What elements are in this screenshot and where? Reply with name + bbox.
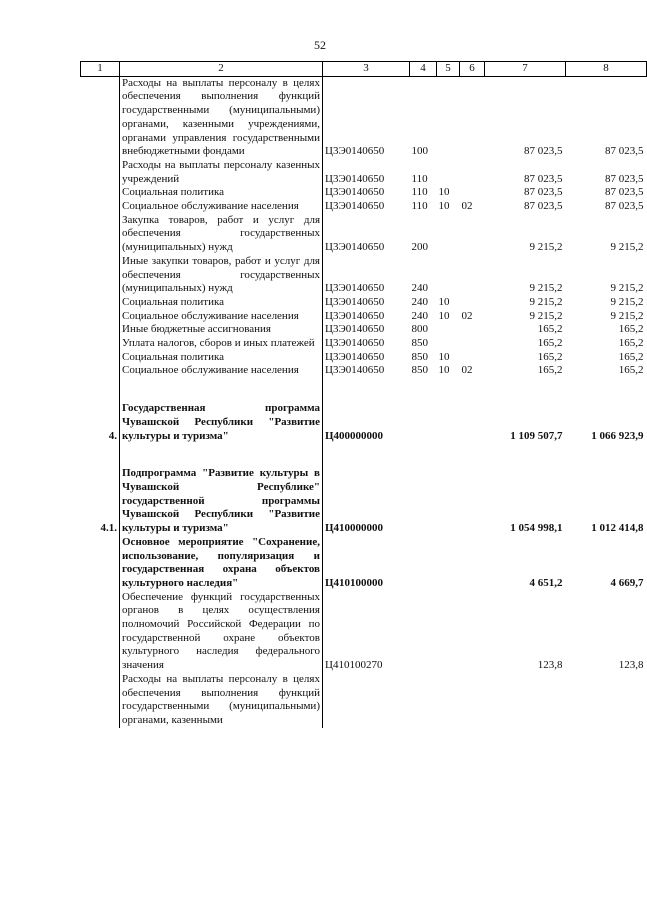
amount-col-7 xyxy=(485,673,566,728)
row-name: Основное мероприятие "Сохранение, использование, популяризация и государственная охрана объектов культурного наследия" xyxy=(120,536,323,591)
amount-col-7: 1 054 998,1 xyxy=(510,522,563,535)
header-cell: 3 xyxy=(323,62,410,77)
table-row xyxy=(81,323,647,337)
section-code xyxy=(437,536,460,591)
target-article-code: Ц3Э0140650 xyxy=(325,145,385,158)
amount-col-8: 9 215,2 xyxy=(610,241,644,254)
target-article-code: Ц3Э0140650 xyxy=(325,323,385,336)
row-name: Социальное обслуживание населения xyxy=(120,364,323,378)
amount-col-8: 123,8 xyxy=(618,659,644,672)
spacer-cell xyxy=(437,378,460,402)
row-number xyxy=(81,296,120,310)
spacer-cell xyxy=(410,443,437,467)
target-article-code: Ц3Э0140650 xyxy=(325,200,385,213)
target-article-code: Ц400000000 xyxy=(325,429,384,442)
target-article-code: Ц3Э0140650 xyxy=(325,337,385,350)
expense-type-code: 240 xyxy=(411,295,428,308)
amount-col-8: 87 023,5 xyxy=(605,172,644,185)
amount-col-7: 87 023,5 xyxy=(524,200,563,213)
subsection-code xyxy=(460,186,485,200)
subsection-code xyxy=(460,402,485,443)
target-article-code: Ц3Э0140650 xyxy=(325,295,385,308)
section-code: 10 xyxy=(438,186,450,199)
spacer-cell xyxy=(566,443,647,467)
row-name: Социальная политика xyxy=(120,296,323,310)
spacer-cell xyxy=(81,378,120,402)
header-cell: 7 xyxy=(485,62,566,77)
section-code xyxy=(437,337,460,351)
header-cell: 5 xyxy=(437,62,460,77)
section-code xyxy=(437,323,460,337)
table-row xyxy=(81,591,647,673)
expense-type-code xyxy=(410,467,437,536)
amount-col-8: 4 669,7 xyxy=(610,576,644,589)
target-article-code: Ц3Э0140650 xyxy=(325,241,385,254)
table-row xyxy=(81,296,647,310)
row-number xyxy=(81,673,120,728)
subsection-code xyxy=(460,296,485,310)
section-code: 10 xyxy=(438,350,450,363)
row-number xyxy=(81,337,120,351)
row-name: Обеспечение функций государственных органов в целях осуществления полномочий Российской Федерации по государственной охране объектов культурного наследия федерального значения xyxy=(120,591,323,673)
spacer-row xyxy=(81,443,647,467)
spacer-cell xyxy=(437,443,460,467)
subsection-code xyxy=(460,536,485,591)
row-number xyxy=(81,310,120,324)
spacer-cell xyxy=(460,443,485,467)
expense-type-code: 100 xyxy=(411,145,428,158)
subsection-code xyxy=(460,351,485,365)
spacer-cell xyxy=(120,378,323,402)
row-name: Социальная политика xyxy=(120,351,323,365)
row-name: Расходы на выплаты персоналу в целях обеспечения выполнения функций государственными (муниципальными) органами, казенными xyxy=(120,673,323,728)
amount-col-8: 165,2 xyxy=(618,364,644,377)
expense-type-code: 110 xyxy=(411,186,428,199)
expense-type-code: 200 xyxy=(411,241,428,254)
row-name: Расходы на выплаты персоналу казенных учреждений xyxy=(120,159,323,186)
row-name: Иные бюджетные ассигнования xyxy=(120,323,323,337)
target-article-code: Ц3Э0140650 xyxy=(325,186,385,199)
amount-col-8: 9 215,2 xyxy=(610,295,644,308)
row-number: 4.1. xyxy=(100,522,117,535)
table-body xyxy=(81,76,647,727)
amount-col-7: 1 109 507,7 xyxy=(510,429,563,442)
expense-type-code: 110 xyxy=(411,200,428,213)
target-article-code: Ц3Э0140650 xyxy=(325,172,385,185)
section-code: 10 xyxy=(438,364,450,377)
row-number xyxy=(81,200,120,214)
amount-col-7: 9 215,2 xyxy=(529,295,563,308)
amount-col-8: 87 023,5 xyxy=(605,186,644,199)
spacer-cell xyxy=(485,443,566,467)
row-number xyxy=(81,536,120,591)
row-name: Государственная программа Чувашской Республики "Развитие культуры и туризма" xyxy=(120,402,323,443)
section-code: 10 xyxy=(438,200,450,213)
expense-type-code: 850 xyxy=(411,350,428,363)
expense-type-code: 110 xyxy=(411,172,428,185)
target-article-code: Ц3Э0140650 xyxy=(325,364,385,377)
amount-col-7: 9 215,2 xyxy=(529,309,563,322)
row-number xyxy=(81,591,120,673)
row-name: Подпрограмма "Развитие культуры в Чувашской Республике" государственной программы Чувашской Республики "Развитие культуры и туризма" xyxy=(120,467,323,536)
table-row xyxy=(81,673,647,728)
expense-type-code: 240 xyxy=(411,309,428,322)
subsection-code xyxy=(460,255,485,296)
spacer-cell xyxy=(120,443,323,467)
amount-col-8 xyxy=(566,673,647,728)
table-row xyxy=(81,200,647,214)
target-article-code: Ц410000000 xyxy=(325,522,384,535)
row-name: Социальное обслуживание населения xyxy=(120,310,323,324)
spacer-cell xyxy=(410,378,437,402)
section-code xyxy=(437,76,460,159)
subsection-code xyxy=(460,467,485,536)
row-name: Расходы на выплаты персоналу в целях обеспечения выполнения функций государственными (муниципальными) органами, казенными учреждениями, органами управления государственными внебюджетными фондами xyxy=(120,76,323,159)
expense-type-code xyxy=(410,402,437,443)
amount-col-7: 165,2 xyxy=(537,350,563,363)
row-number xyxy=(81,186,120,200)
subsection-code xyxy=(460,159,485,186)
spacer-cell xyxy=(323,378,410,402)
header-cell: 8 xyxy=(566,62,647,77)
spacer-cell xyxy=(323,443,410,467)
row-name: Закупка товаров, работ и услуг для обеспечения государственных (муниципальных) нужд xyxy=(120,214,323,255)
expense-type-code: 850 xyxy=(411,337,428,350)
amount-col-7: 87 023,5 xyxy=(524,145,563,158)
subsection-code xyxy=(460,337,485,351)
spacer-cell xyxy=(485,378,566,402)
row-number xyxy=(81,323,120,337)
amount-col-8: 165,2 xyxy=(618,350,644,363)
table-row xyxy=(81,364,647,378)
expense-type-code xyxy=(410,536,437,591)
amount-col-7: 165,2 xyxy=(537,323,563,336)
target-article-code: Ц410100000 xyxy=(325,576,384,589)
subsection-code: 02 xyxy=(461,200,473,213)
row-number xyxy=(81,159,120,186)
subsection-code xyxy=(460,673,485,728)
row-name: Социальное обслуживание населения xyxy=(120,200,323,214)
row-name: Социальная политика xyxy=(120,186,323,200)
spacer-cell xyxy=(460,378,485,402)
table-row xyxy=(81,467,647,536)
section-code xyxy=(437,402,460,443)
subsection-code xyxy=(460,214,485,255)
row-name: Уплата налогов, сборов и иных платежей xyxy=(120,337,323,351)
table-row xyxy=(81,214,647,255)
header-cell: 6 xyxy=(460,62,485,77)
page-number: 52 xyxy=(314,38,326,52)
section-code xyxy=(437,467,460,536)
spacer-cell xyxy=(81,443,120,467)
amount-col-7: 165,2 xyxy=(537,337,563,350)
section-code xyxy=(437,673,460,728)
amount-col-8: 9 215,2 xyxy=(610,282,644,295)
table-row xyxy=(81,186,647,200)
section-code xyxy=(437,214,460,255)
section-code xyxy=(437,591,460,673)
row-number xyxy=(81,364,120,378)
amount-col-7: 4 651,2 xyxy=(529,576,563,589)
table-row xyxy=(81,76,647,159)
amount-col-8: 165,2 xyxy=(618,323,644,336)
row-number xyxy=(81,255,120,296)
header-row xyxy=(81,62,647,77)
amount-col-7: 87 023,5 xyxy=(524,186,563,199)
amount-col-7: 87 023,5 xyxy=(524,172,563,185)
subsection-code: 02 xyxy=(461,309,473,322)
row-name: Иные закупки товаров, работ и услуг для обеспечения государственных (муниципальных) нужд xyxy=(120,255,323,296)
expense-type-code: 800 xyxy=(411,323,428,336)
amount-col-8: 87 023,5 xyxy=(605,200,644,213)
subsection-code: 02 xyxy=(461,364,473,377)
target-article-code: Ц3Э0140650 xyxy=(325,309,385,322)
table-row xyxy=(81,255,647,296)
expense-type-code xyxy=(410,673,437,728)
header-cell: 2 xyxy=(120,62,323,77)
amount-col-8: 9 215,2 xyxy=(610,309,644,322)
subsection-code xyxy=(460,76,485,159)
subsection-code xyxy=(460,591,485,673)
row-number: 4. xyxy=(108,429,117,442)
header-cell: 1 xyxy=(81,62,120,77)
amount-col-8: 1 012 414,8 xyxy=(591,522,644,535)
table-row xyxy=(81,310,647,324)
section-code xyxy=(437,255,460,296)
table-row xyxy=(81,337,647,351)
table-row xyxy=(81,351,647,365)
header-cell: 4 xyxy=(410,62,437,77)
amount-col-8: 1 066 923,9 xyxy=(591,429,644,442)
subsection-code xyxy=(460,323,485,337)
amount-col-8: 165,2 xyxy=(618,337,644,350)
row-number xyxy=(81,351,120,365)
amount-col-7: 165,2 xyxy=(537,364,563,377)
amount-col-7: 9 215,2 xyxy=(529,241,563,254)
target-article-code: Ц3Э0140650 xyxy=(325,282,385,295)
table-row xyxy=(81,159,647,186)
row-number xyxy=(81,214,120,255)
expense-type-code: 240 xyxy=(411,282,428,295)
section-code: 10 xyxy=(438,309,450,322)
table-row xyxy=(81,402,647,443)
section-code: 10 xyxy=(438,295,450,308)
section-code xyxy=(437,159,460,186)
budget-table xyxy=(80,61,647,728)
table-row xyxy=(81,536,647,591)
amount-col-7: 9 215,2 xyxy=(529,282,563,295)
expense-type-code: 850 xyxy=(411,364,428,377)
expense-type-code xyxy=(410,591,437,673)
row-number xyxy=(81,76,120,159)
target-article-code: Ц3Э0140650 xyxy=(325,350,385,363)
target-article-code xyxy=(323,673,410,728)
target-article-code: Ц410100270 xyxy=(325,659,383,672)
amount-col-8: 87 023,5 xyxy=(605,145,644,158)
amount-col-7: 123,8 xyxy=(537,659,563,672)
spacer-row xyxy=(81,378,647,402)
spacer-cell xyxy=(566,378,647,402)
